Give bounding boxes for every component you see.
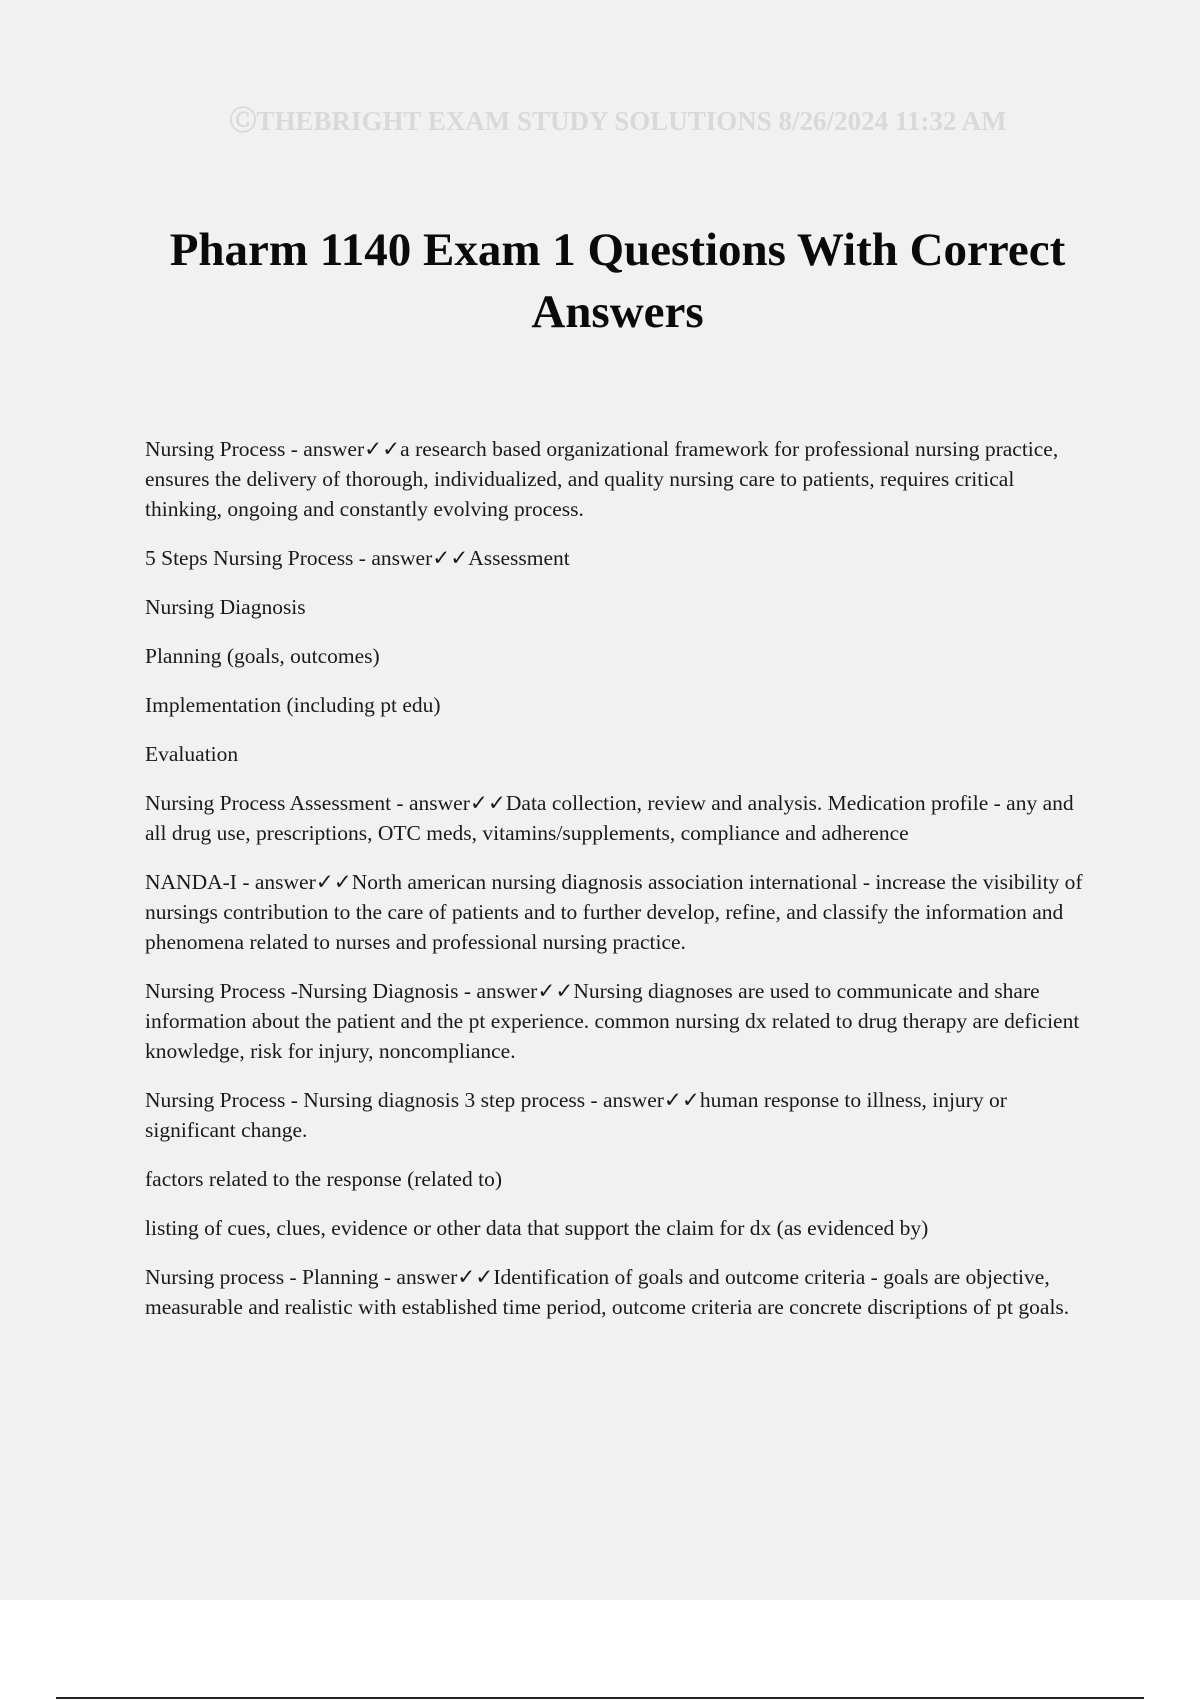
paragraph: Implementation (including pt edu) [145,693,441,717]
paragraph: Evaluation [145,742,239,766]
document-body [145,434,1090,1341]
document-title: Pharm 1140 Exam 1 Questions With Correct Answers [169,224,1066,338]
paragraph: factors related to the response (related to) [145,1167,502,1191]
paragraph: Nursing Diagnosis [145,595,306,619]
page-divider [56,1697,1144,1699]
paragraph: listing of cues, clues, evidence or other data that support the claim for dx (as evidenced by) [145,1216,929,1240]
paragraph: 5 Steps Nursing Process - answer✓✓Assessment [145,546,570,570]
paragraph: NANDA-I - answer✓✓North american nursing diagnosis association international - increase the visibility of nursings contribution to the care of patients and to further develop, refine, and classify the information and phenomena related to nurses and professional nursing practice. [145,870,1083,954]
paragraph: Nursing Process Assessment - answer✓✓Data collection, review and analysis. Medication profile - any and all drug use, prescriptions, OTC meds, vitamins/supplements, compliance and adherence [145,791,1074,845]
paragraph: Nursing Process - answer✓✓a research based organizational framework for professional nursing practice, ensures the delivery of thorough, individualized, and quality nursing care to patients, requires critical thinking, ongoing and constantly evolving process. [145,437,1059,521]
watermark: ⒸTHEBRIGHT EXAM STUDY SOLUTIONS 8/26/2024 11:32 AM [229,106,1007,136]
paragraph: Nursing Process -Nursing Diagnosis - answer✓✓Nursing diagnoses are used to communicate and share information about the patient and the pt experience. common nursing dx related to drug therapy are deficient knowledge, risk for injury, noncompliance. [145,979,1080,1063]
paragraph: Nursing process - Planning - answer✓✓Identification of goals and outcome criteria - goals are objective, measurable and realistic with established time period, outcome criteria are concrete discriptions of pt goals. [145,1265,1070,1319]
paragraph: Nursing Process - Nursing diagnosis 3 step process - answer✓✓human response to illness, injury or significant change. [145,1088,1007,1142]
paragraph: Planning (goals, outcomes) [145,644,380,668]
